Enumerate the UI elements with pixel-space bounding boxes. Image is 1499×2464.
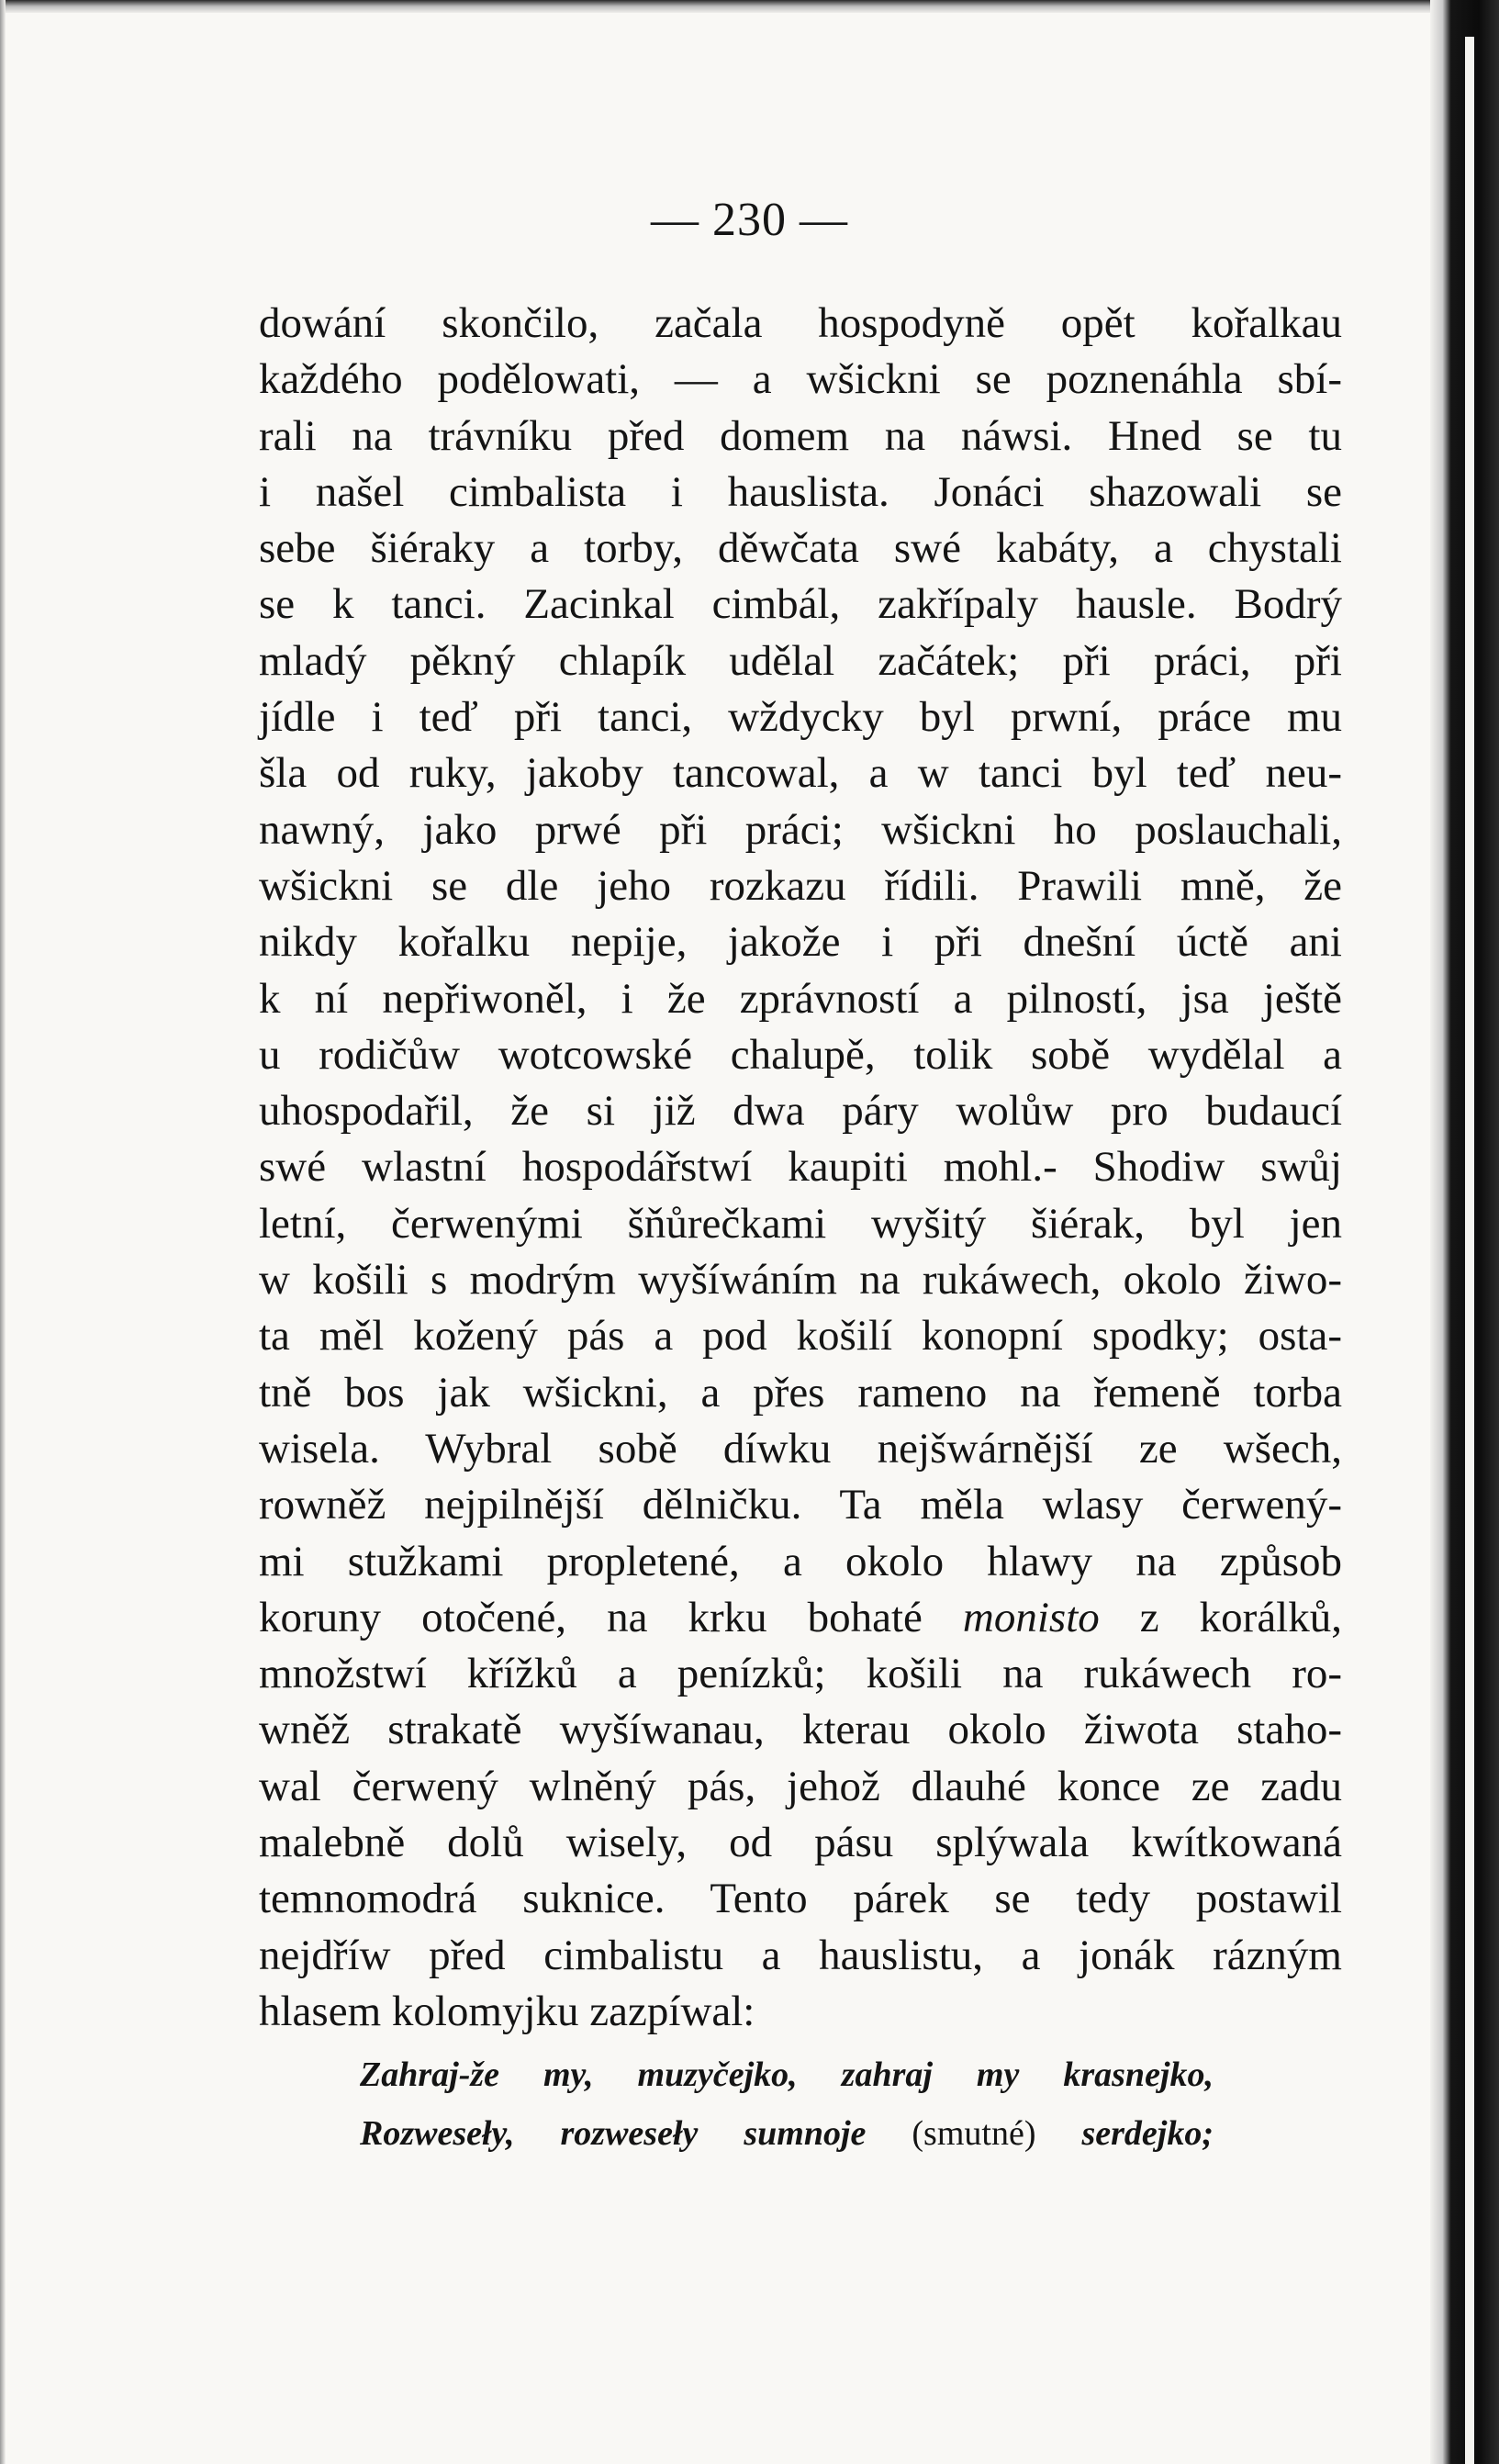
- text-line: mi stužkami propletené, a okolo hlawy na způsob: [259, 1537, 1342, 1585]
- verse-segment: serdejko;: [1081, 2114, 1214, 2153]
- text-line: každého podělowati, — a wšickni se poznenáhla sbí-: [259, 355, 1342, 404]
- text-line: nawný, jako prwé při práci; wšickni ho poslauchali,: [259, 805, 1342, 854]
- text-line: wal čerwený wlněný pás, jehož dlauhé konce ze zadu: [259, 1762, 1342, 1810]
- text-line: letní, čerwenými šňůrečkami wyšitý šiérak, byl jen: [259, 1199, 1342, 1248]
- text-line: jídle i teď při tanci, wždycky byl prwní, práce mu: [259, 693, 1342, 742]
- page-edge-gap: [1465, 37, 1474, 2464]
- page-number: — 230 —: [651, 194, 848, 246]
- text-segment: koruny otočené, na krku bohaté: [259, 1593, 923, 1641]
- page-top-edge: [0, 0, 1499, 13]
- text-line: u rodičůw wotcowské chalupě, tolik sobě wydělal a: [259, 1030, 1342, 1079]
- text-line: šla od ruky, jakoby tancowal, a w tanci byl teď neu-: [259, 749, 1342, 798]
- text-segment: z korálků,: [1139, 1593, 1342, 1641]
- text-line: množstwí křížků a penízků; košili na rukáwech ro-: [259, 1650, 1342, 1698]
- text-line: wněž strakatě wyšíwanau, kterau okolo žiwota staho-: [259, 1706, 1342, 1754]
- text-line: wisela. Wybral sobě díwku nejšwárnější ze wšech,: [259, 1424, 1342, 1473]
- text-line: k ní nepřiwoněl, i že zprávností a pilností, jsa ještě: [259, 974, 1342, 1023]
- text-line: nejdříw před cimbalistu a hauslistu, a jonák rázným: [259, 1931, 1342, 1979]
- text-line: mladý pěkný chlapík udělal začátek; při práci, při: [259, 636, 1342, 685]
- text-line: ta měl kožený pás a pod košilí konopní spodky; osta-: [259, 1312, 1342, 1361]
- song-verse: [360, 2045, 1214, 2163]
- text-line: w košili s modrým wyšíwáním na rukáwech, okolo žiwo-: [259, 1256, 1342, 1305]
- verse-segment: Rozweseły, rozweseły sumnoje: [360, 2114, 867, 2153]
- verse-line: [360, 2104, 1214, 2163]
- text-line: nikdy kořalku nepije, jakože i při dnešní úctě ani: [259, 918, 1342, 967]
- verse-gloss: (smutné): [912, 2114, 1036, 2153]
- text-line: hlasem kolomyjku zazpíwal:: [259, 1987, 755, 2035]
- body-paragraph: [259, 296, 1342, 2040]
- text-line: rowněž nejpilnější dělničku. Ta měla wlasy čerwený-: [259, 1481, 1342, 1529]
- text-line: sebe šiéraky a torby, děwčata swé kabáty, a chystali: [259, 524, 1342, 573]
- text-line: tně bos jak wšickni, a přes rameno na řemeně torba: [259, 1368, 1342, 1417]
- verse-line: Zahraj-že my, muzyčejko, zahraj my krasnejko,: [360, 2055, 1214, 2094]
- page-left-edge: [0, 0, 6, 2464]
- italic-term: monisto: [962, 1593, 1100, 1641]
- text-line: se k tanci. Zacinkal cimbál, zakřípaly hausle. Bodrý: [259, 580, 1342, 629]
- text-line: uhospodařil, že si již dwa páry wolůw pro budaucí: [259, 1087, 1342, 1136]
- text-line: temnomodrá suknice. Tento párek se tedy postawil: [259, 1875, 1342, 1923]
- text-line: dowání skončilo, začala hospodyně opět kořalkau: [259, 299, 1342, 347]
- text-line: malebně dolů wisely, od pásu splýwala kwítkowaná: [259, 1819, 1342, 1867]
- text-line: i našel cimbalista i hauslista. Jonáci shazowali se: [259, 467, 1342, 516]
- text-line: rali na trávníku před domem na náwsi. Hned se tu: [259, 411, 1342, 460]
- text-line-with-italic: [259, 1590, 1342, 1646]
- text-line: swé wlastní hospodářstwí kaupiti mohl.- Shodiw swůj: [259, 1143, 1342, 1192]
- text-line: wšickni se dle jeho rozkazu řídili. Prawili mně, že: [259, 861, 1342, 910]
